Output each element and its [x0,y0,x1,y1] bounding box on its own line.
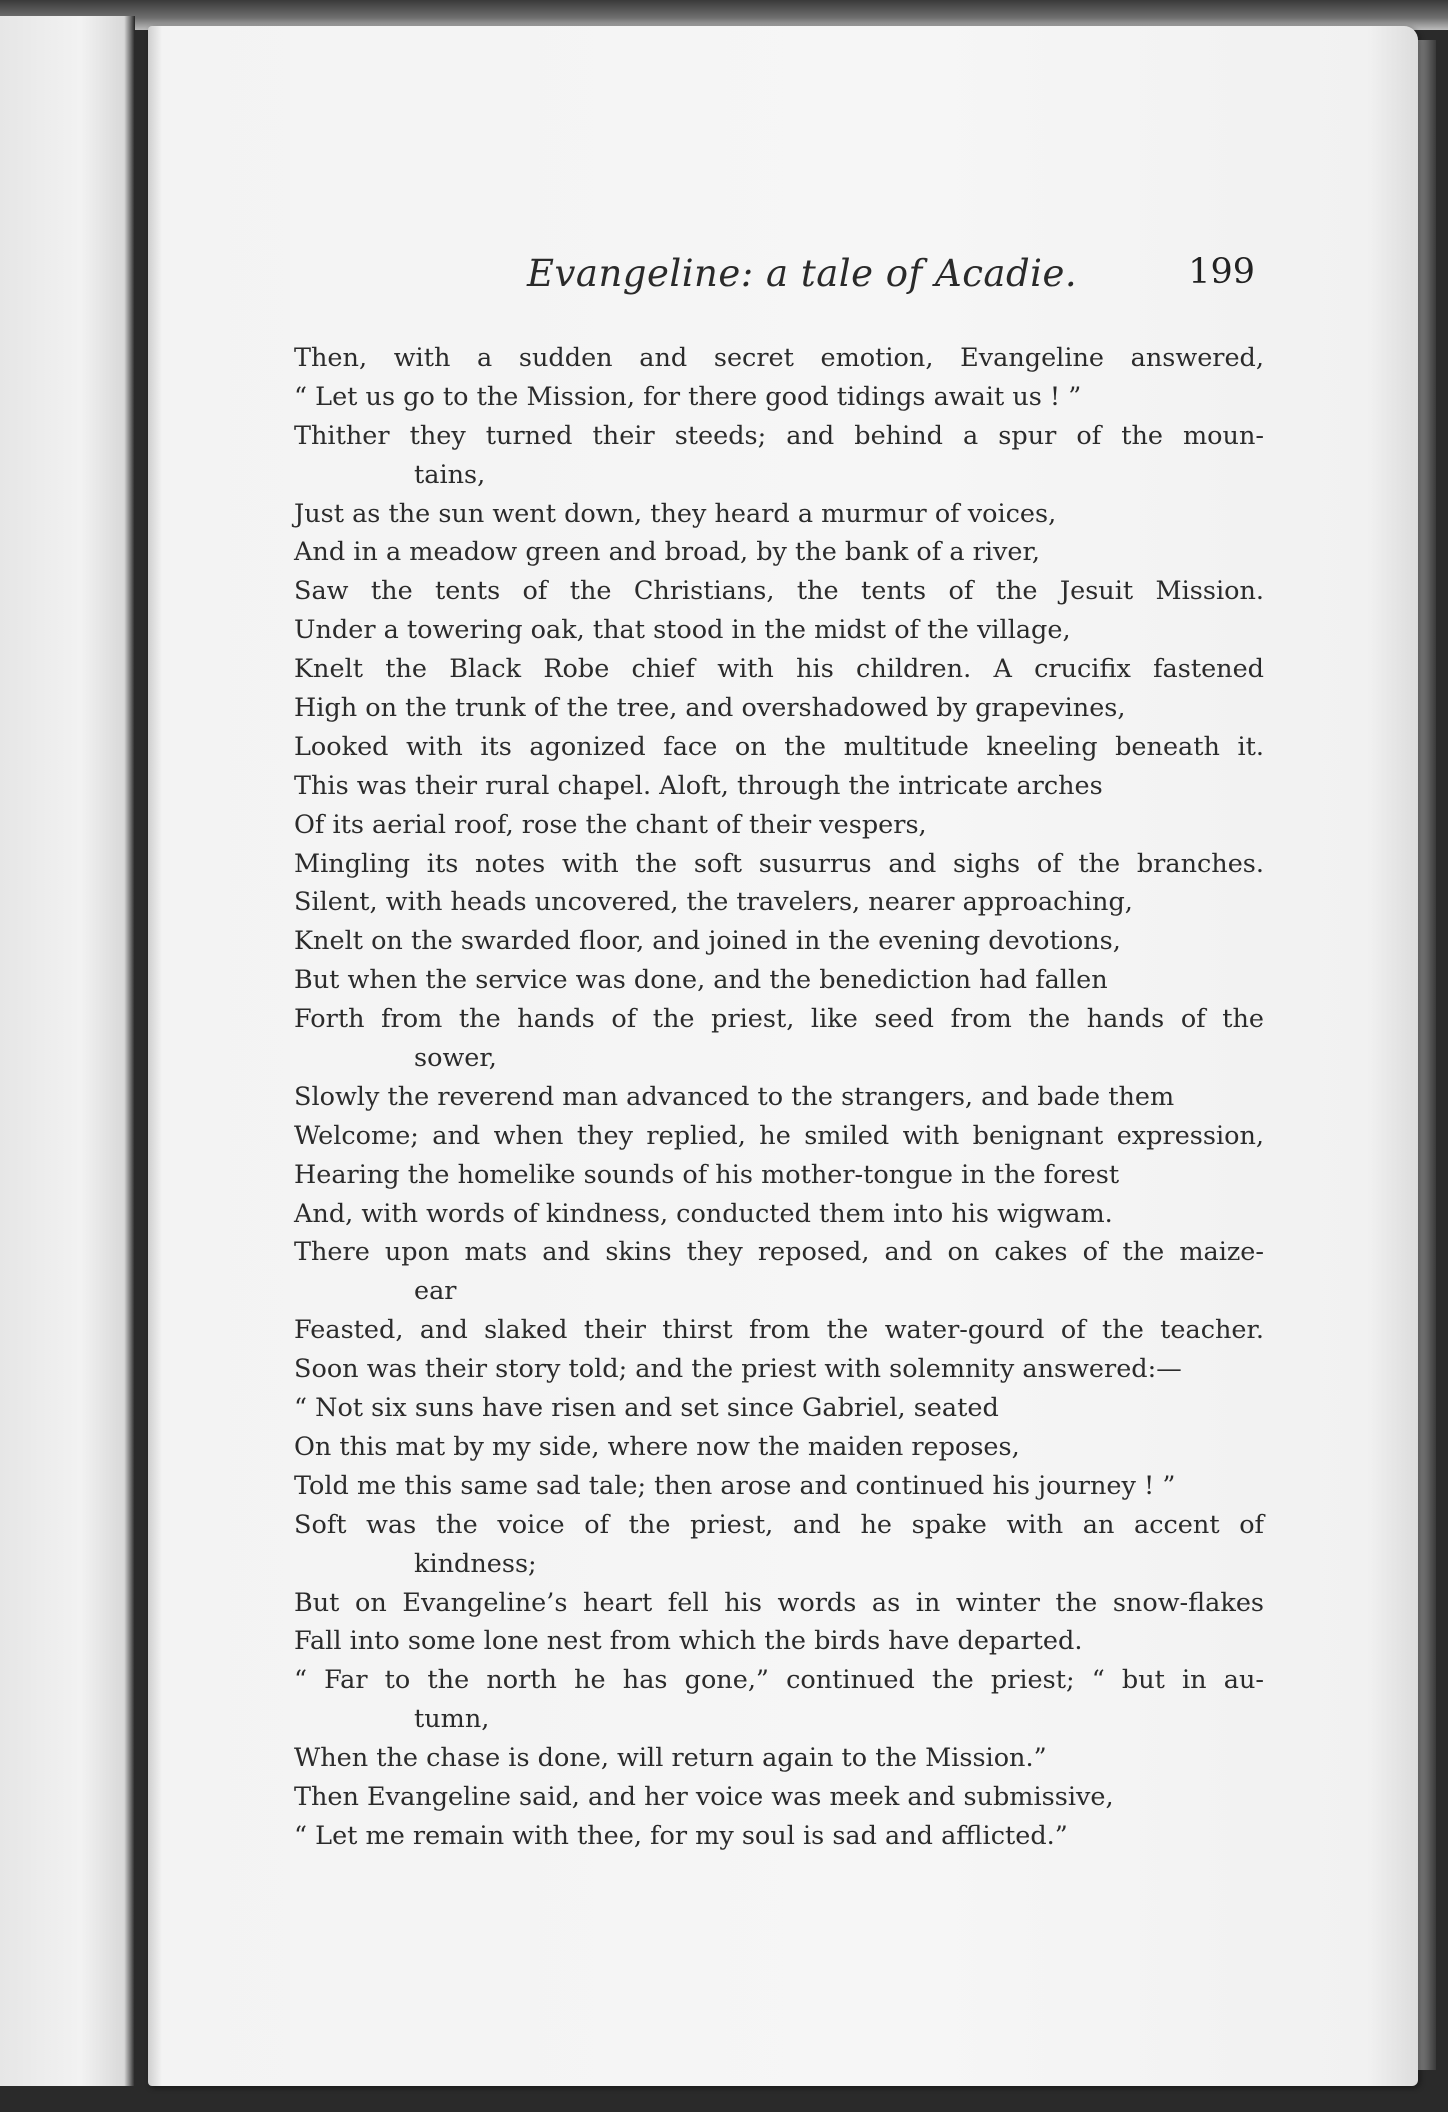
verse-line: Thither they turned their steeds; and behind a spur of the moun- [294,420,1264,451]
verse-line: Silent, with heads uncovered, the travelers, nearer approaching, [294,887,1133,918]
verse-line: Told me this same sad tale; then arose and continued his journey ! ” [294,1470,1176,1501]
verse-line: Hearing the homelike sounds of his mother-tongue in the forest [294,1159,1120,1190]
verse-line: Of its aerial roof, rose the chant of their vespers, [294,809,927,840]
verse-line: “ Let me remain with thee, for my soul is sad and afflicted.” [294,1820,1068,1851]
verse-line: “ Not six suns have risen and set since Gabriel, seated [294,1393,999,1424]
page-header [300,252,1265,302]
verse-line-continuation: tumn, [414,1704,490,1735]
verse-line: On this mat by my side, where now the maiden reposes, [294,1431,1020,1462]
verse-line: Then, with a sudden and secret emotion, Evangeline answered, [294,343,1264,373]
verse-line: But on Evangeline’s heart fell his words as in winter the snow-flakes [294,1587,1264,1618]
verse-line: Soft was the voice of the priest, and he spake with an accent of [294,1509,1264,1540]
verse-line-continuation: sower, [414,1043,497,1074]
verse-line-continuation: tains, [414,459,486,490]
verse-line: High on the trunk of the tree, and overshadowed by grapevines, [294,693,1126,724]
left-page-edge [0,16,135,2086]
verse-line: Under a towering oak, that stood in the midst of the village, [294,615,1071,646]
verse-line: Forth from the hands of the priest, like seed from the hands of the [294,1004,1264,1035]
verse-line: There upon mats and skins they reposed, and on cakes of the maize- [294,1237,1264,1268]
verse-line: Mingling its notes with the soft susurrus and sighs of the branches. [294,848,1264,879]
verse-line: When the chase is done, will return again to the Mission.” [294,1743,1047,1774]
verse-line: Then Evangeline said, and her voice was meek and submissive, [294,1781,1114,1812]
poem-text [294,339,1264,1856]
verse-line: But when the service was done, and the benediction had fallen [294,965,1108,996]
verse-line: Knelt on the swarded floor, and joined in the evening devotions, [294,926,1121,957]
right-page-edge [1418,40,1436,2070]
verse-line: “ Far to the north he has gone,” continued the priest; “ but in au- [294,1665,1264,1696]
verse-line: Saw the tents of the Christians, the tents of the Jesuit Mission. [294,576,1264,607]
verse-line: “ Let us go to the Mission, for there good tidings await us ! ” [294,381,1082,412]
verse-line: Just as the sun went down, they heard a murmur of voices, [294,498,1057,529]
verse-line: Welcome; and when they replied, he smiled with benignant expression, [294,1120,1264,1151]
verse-line-continuation: ear [414,1276,457,1307]
verse-line: This was their rural chapel. Aloft, through the intricate arches [294,770,1103,801]
running-title: Evangeline: a tale of Acadie. [527,252,1078,295]
verse-line-continuation: kindness; [414,1548,537,1579]
verse-line: Slowly the reverend man advanced to the strangers, and bade them [294,1081,1175,1112]
verse-line: Soon was their story told; and the priest with solemnity answered:— [294,1354,1182,1385]
verse-line: Fall into some lone nest from which the birds have departed. [294,1626,1083,1657]
verse-line: Feasted, and slaked their thirst from the water-gourd of the teacher. [294,1315,1264,1346]
page-number: 199 [1188,252,1255,292]
verse-line: Knelt the Black Robe chief with his children. A crucifix fastened [294,654,1264,685]
verse-line: And, with words of kindness, conducted them into his wigwam. [294,1198,1113,1229]
verse-line: And in a meadow green and broad, by the bank of a river, [294,537,1040,568]
verse-line: Looked with its agonized face on the multitude kneeling beneath it. [294,731,1264,762]
